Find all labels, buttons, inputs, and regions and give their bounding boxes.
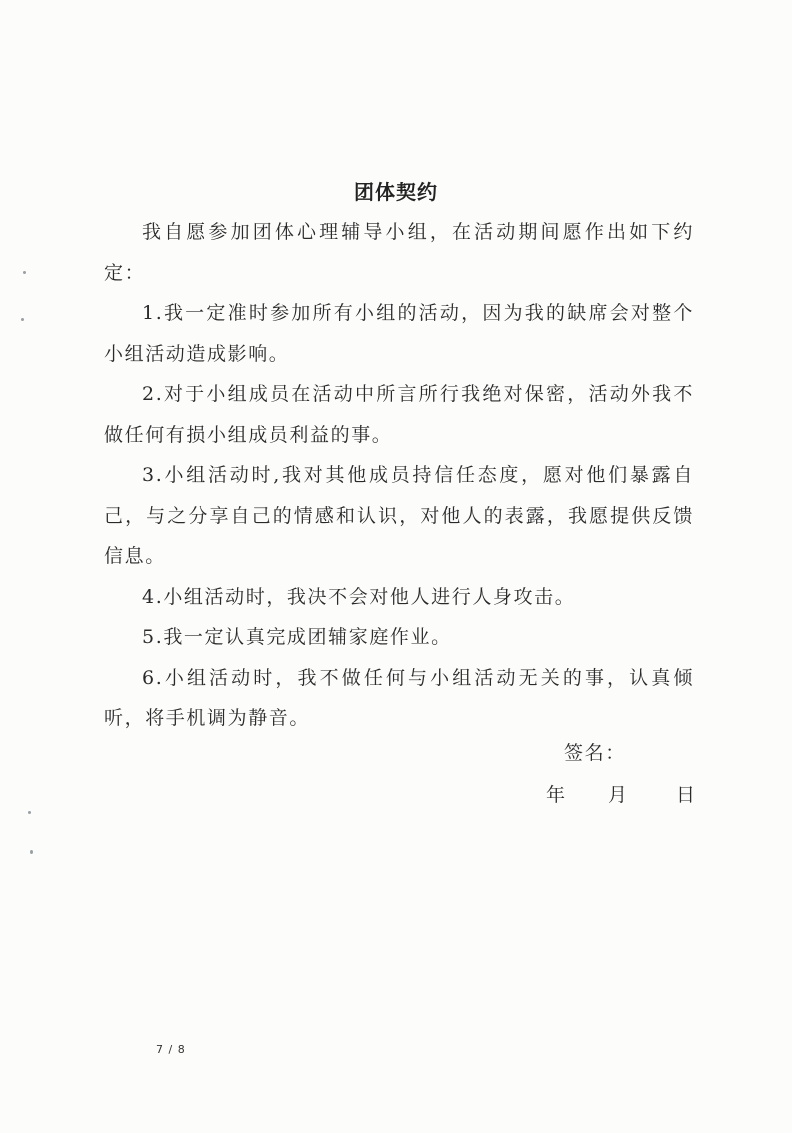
- signature-label: 签名：: [564, 742, 626, 764]
- page-number: 7 / 8: [156, 1043, 186, 1056]
- date-line: [546, 780, 696, 810]
- scan-speck: [28, 811, 31, 814]
- clause-4: 4.小组活动时，我决不会对他人进行人身攻击。: [142, 585, 576, 608]
- date-year: 年: [546, 784, 566, 806]
- document-body: [104, 212, 694, 739]
- clause-6: 6.小组活动时，我不做任何与小组活动无关的事，认真倾听，将手机调为静音。: [104, 666, 694, 729]
- intro-paragraph: 我自愿参加团体心理辅导小组，在活动期间愿作出如下约定：: [104, 221, 694, 284]
- scan-speck: [30, 850, 33, 854]
- clause-2: 2.对于小组成员在活动中所言所行我绝对保密，活动外我不做任何有损小组成员利益的事。: [104, 383, 694, 446]
- date-day: 日: [676, 784, 696, 806]
- scan-speck: [23, 271, 26, 274]
- clause-3: 3.小组活动时,我对其他成员持信任态度，愿对他们暴露自己，与之分享自己的情感和认识，对他人的表露，我愿提供反馈信息。: [104, 464, 694, 567]
- document-title: 团体契约: [354, 180, 438, 204]
- clause-1: 1.我一定准时参加所有小组的活动，因为我的缺席会对整个小组活动造成影响。: [104, 302, 694, 365]
- clause-5: 5.我一定认真完成团辅家庭作业。: [142, 626, 452, 648]
- scan-speck: [21, 318, 24, 321]
- date-month: 月: [608, 784, 628, 806]
